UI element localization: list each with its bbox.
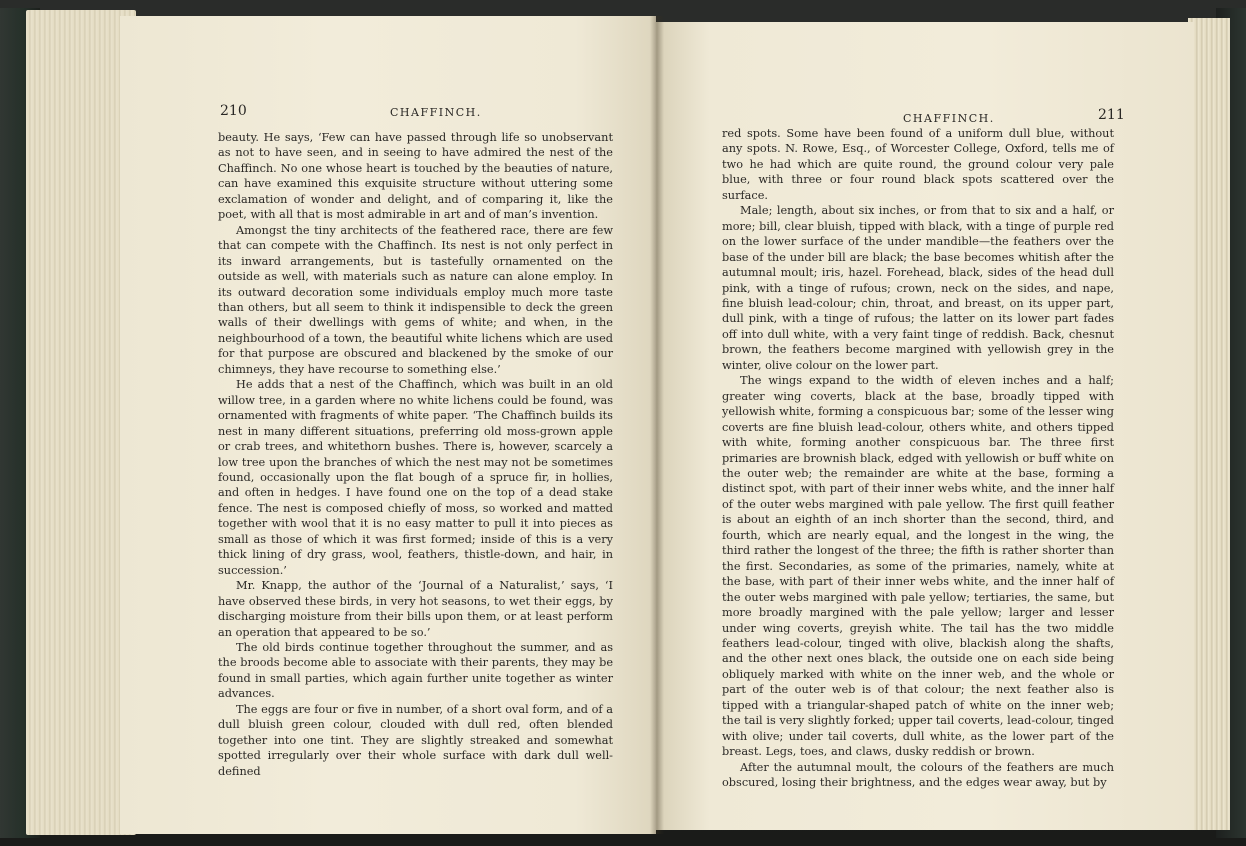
right-page — [656, 22, 1194, 830]
paragraph: Male; length, about six inches, or from that to six and a half, or more; bill, clear bluish, tipped with black, with a tinge of purple red on the lower surface of the under mandible—the feathers over the base of the under bill are black; the base becomes whitish after the autumnal moult; iris, hazel. Forehead, black, sides of the head dull pink, with a tinge of rufous; crown, neck on the sides, and nape, fine bluish lead-colour; chin, throat, and breast, on its upper part, dull pink, with a tinge of rufous; the latter on its lower part fades off into dull white, with a very faint tinge of reddish. Back, chesnut brown, the feathers become margined with yellowish grey in the winter, olive colour on the lower part. — [722, 204, 1114, 372]
paragraph: After the autumnal moult, the colours of the feathers are much obscured, losing their brightness, and the edges wear away, but by — [722, 760, 1114, 790]
left-page-header — [220, 101, 620, 121]
right-page-header — [720, 107, 1125, 127]
paragraph: The old birds continue together throughout the summer, and as the broods become able to associate with their parents, they may be found in small parties, which again further unite together as winter advances. — [218, 640, 613, 701]
paragraph: Mr. Knapp, the author of the ‘Journal of a Naturalist,’ says, ‘I have observed these birds, in very hot seasons, to wet their eggs, by discharging moisture from their bills upon them, or at least perform an operation that appeared to be so.’ — [218, 579, 613, 639]
left-running-head: CHAFFINCH. — [390, 106, 482, 119]
right-page-number: 211 — [1098, 107, 1125, 123]
paragraph: He adds that a nest of the Chaffinch, which was built in an old willow tree, in a garden where no white lichens could be found, was ornamented with fragments of white paper. ‘The Chaffinch builds its nest in many different situations, preferring old moss-grown apple or crab trees, and whitethorn bushes. There is, however, scarcely a low tree upon the branches of which the nest may not be sometimes found, occasionally upon the flat bough of a spruce fir, in hollies, and often in hedges. I have found one on the top of a dead stake fence. The nest is composed chiefly of moss, so worked and matted together with wool that it is no easy matter to pull it into pieces as small as those of which it was first formed; inside of this is a very thick lining of dry grass, wool, feathers, thistle-down, and hair, in succession.’ — [218, 378, 613, 577]
book-gutter — [650, 16, 664, 834]
left-page-number: 210 — [220, 103, 247, 119]
paragraph: red spots. Some have been found of a uniform dull blue, without any spots. N. Rowe, Esq., of Worcester College, Oxford, tells me of two he had which are quite round, the ground colour very pale blue, with three or four round black spots scattered over the surface. — [722, 127, 1114, 202]
paragraph: beauty. He says, ‘Few can have passed through life so unobservant as not to have seen, and in seeing to have admired the nest of the Chaffinch. No one whose heart is touched by the beauties of nature, can have examined this exquisite structure without uttering some exclamation of wonder and delight, and of comparing it, like the poet, with all that is most admirable in art and of man’s invention. — [218, 131, 613, 222]
left-page — [120, 16, 656, 834]
right-page-body — [722, 126, 1114, 790]
paragraph: Amongst the tiny architects of the feathered race, there are few that can compete with the Chaffinch. Its nest is not only perfect in its inward arrangements, but is tastefully ornamented on the outside as well, with materials such as nature can alone employ. In its outward decoration some individuals employ much more taste than others, but all seem to think it indispensible to deck the green walls of their dwellings with gems of white; and when, in the neighbourhood of a town, the beautiful white lichens which are used for that purpose are obscured and blackened by the smoke of our chimneys, they have recourse to something else.’ — [218, 223, 613, 376]
paragraph: The wings expand to the width of eleven inches and a half; greater wing coverts, black at the base, broadly tipped with yellowish white, forming a conspicuous bar; some of the lesser wing coverts are fine bluish lead-colour, others white, and others tipped with white, forming another conspicuous bar. The three first primaries are brownish black, edged with yellowish or buff white on the outer web; the remainder are white at the base, forming a distinct spot, with part of their inner webs white, and the inner half of the outer webs margined with pale yellow. The first quill feather is about an eighth of an inch shorter than the second, third, and fourth, which are nearly equal, and the longest in the wing, the third rather the longest of the three; the fifth is rather shorter than the first. Secondaries, as some of the primaries, namely, white at the base, with part of their inner webs white, and the inner half of the outer webs margined with pale yellow; tertiaries, the same, but more broadly margined with the pale yellow; larger and lesser under wing coverts, greyish white. The tail has the two middle feathers lead-colour, tinged with olive, blackish along the shafts, and the other next ones black, the outside one on each side being obliquely marked with white on the inner web, and the whole or part of the outer web is of that colour; the next feather also is tipped with a triangular-shaped patch of white on the inner web; the tail is very slightly forked; upper tail coverts, lead-colour, tinged with olive; under tail coverts, dull white, as the lower part of the breast. Legs, toes, and claws, dusky reddish or brown. — [722, 374, 1114, 759]
paragraph: The eggs are four or five in number, of a short oval form, and of a dull bluish green colour, clouded with dull red, often blended together into one tint. They are slightly streaked and somewhat spotted irregularly over their whole surface with dark dull well-defined — [218, 702, 613, 778]
page-edges-right — [1188, 18, 1230, 830]
left-page-body — [218, 130, 613, 779]
right-running-head: CHAFFINCH. — [903, 112, 995, 125]
